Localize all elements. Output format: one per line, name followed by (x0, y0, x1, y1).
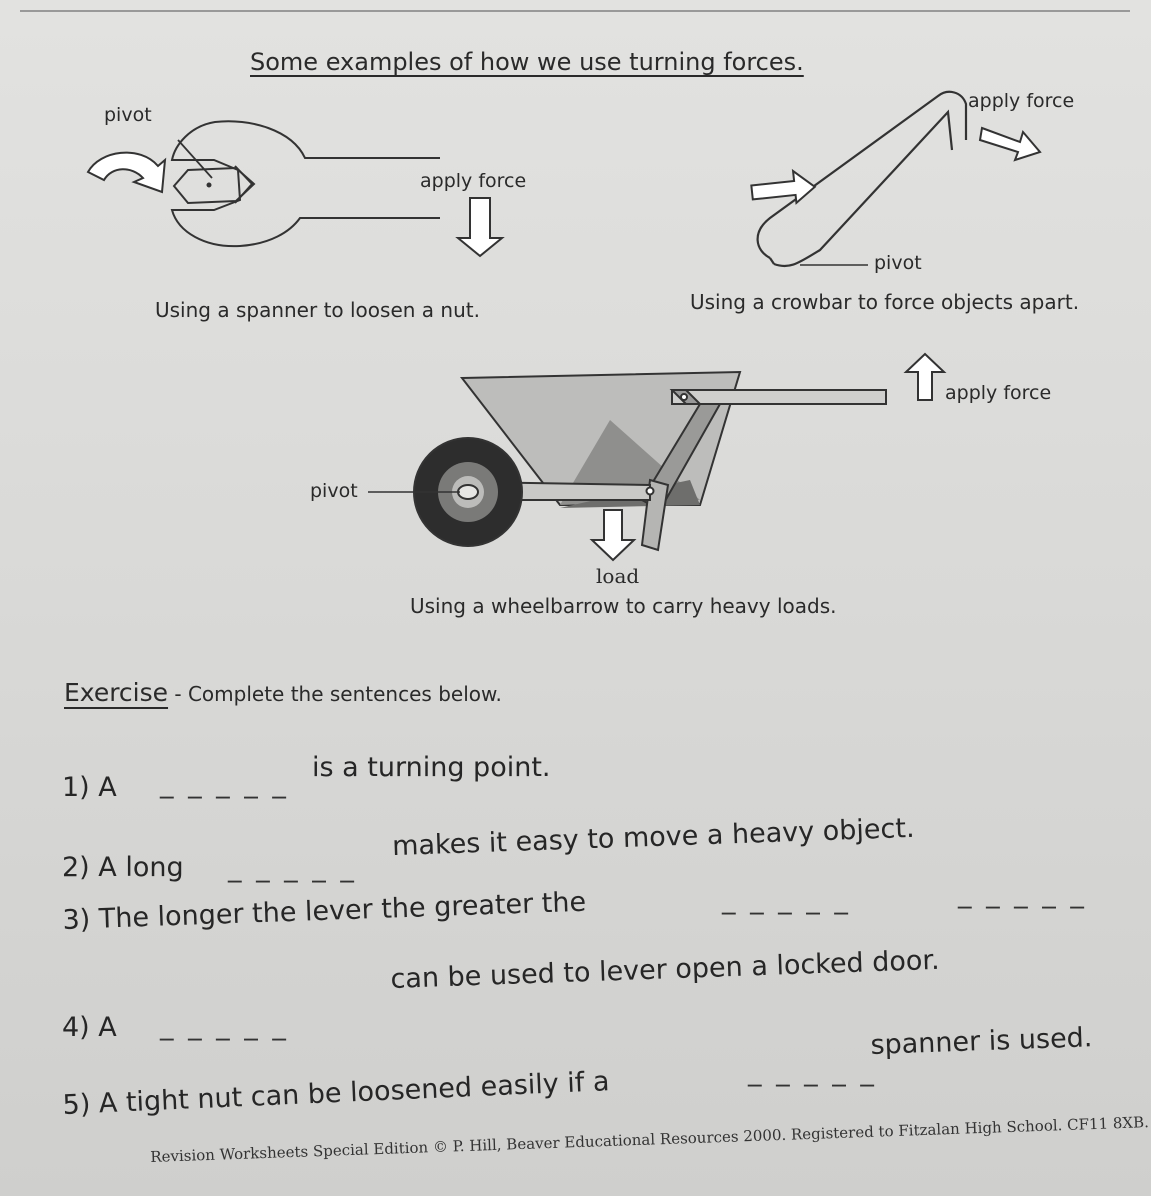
question-3-blank-2[interactable]: _ _ _ _ _ (958, 878, 1087, 909)
question-1-end: is a turning point. (312, 752, 551, 783)
exercise-instruction: - Complete the sentences below. (168, 682, 502, 706)
turning-arrow-icon (88, 153, 165, 192)
crowbar-caption: Using a crowbar to force objects apart. (690, 290, 1080, 314)
question-2-start: 2) A long (62, 852, 184, 883)
crowbar-force-arrow-icon (980, 128, 1040, 160)
crowbar-right-arrow-icon (750, 169, 816, 207)
wheelbarrow-load-arrow-icon (592, 510, 634, 560)
wheelbarrow-force-label: apply force (945, 382, 1052, 404)
crowbar-pivot-label: pivot (874, 252, 922, 274)
question-4-blank[interactable]: _ _ _ _ _ (160, 1010, 289, 1041)
wheelbarrow-caption: Using a wheelbarrow to carry heavy loads. (410, 594, 837, 618)
question-2-end: makes it easy to move a heavy object. (391, 812, 916, 863)
question-4-end: can be used to lever open a locked door. (390, 944, 941, 995)
exercise-heading-word: Exercise (64, 678, 169, 707)
spanner-illustration (172, 121, 440, 246)
question-5-start: 5) A tight nut can be loosened easily if a (62, 1066, 611, 1121)
question-4-start: 4) A (62, 1012, 117, 1043)
crowbar-illustration (758, 92, 966, 266)
wheelbarrow-pivot-label: pivot (310, 480, 358, 502)
page-title: Some examples of how we use turning forces. (250, 48, 804, 76)
wheelbarrow-up-arrow-icon (906, 354, 944, 400)
crowbar-force-label: apply force (968, 90, 1075, 112)
spanner-force-label: apply force (420, 170, 527, 192)
wheelbarrow-illustration (414, 372, 886, 550)
question-5-end: spanner is used. (870, 1022, 1093, 1061)
question-5-blank[interactable]: _ _ _ _ _ (748, 1056, 877, 1087)
copyright-footer: Revision Worksheets Special Edition © P. Hill, Beaver Educational Resources 2000. Registered to Fitzalan High School. CF11 8XB. (150, 1113, 1150, 1166)
question-2-blank[interactable]: _ _ _ _ _ (228, 852, 357, 883)
question-3-start: 3) The longer the lever the greater the (62, 886, 587, 936)
wheelbarrow-load-label: load (596, 564, 640, 588)
exercise-heading (64, 678, 502, 707)
down-arrow-icon (458, 198, 502, 256)
spanner-pivot-label: pivot (104, 104, 152, 126)
question-3-blank-1[interactable]: _ _ _ _ _ (722, 884, 851, 915)
spanner-caption: Using a spanner to loosen a nut. (155, 298, 480, 322)
question-1-blank[interactable]: _ _ _ _ _ (160, 768, 289, 799)
question-1-start: 1) A (62, 772, 117, 803)
